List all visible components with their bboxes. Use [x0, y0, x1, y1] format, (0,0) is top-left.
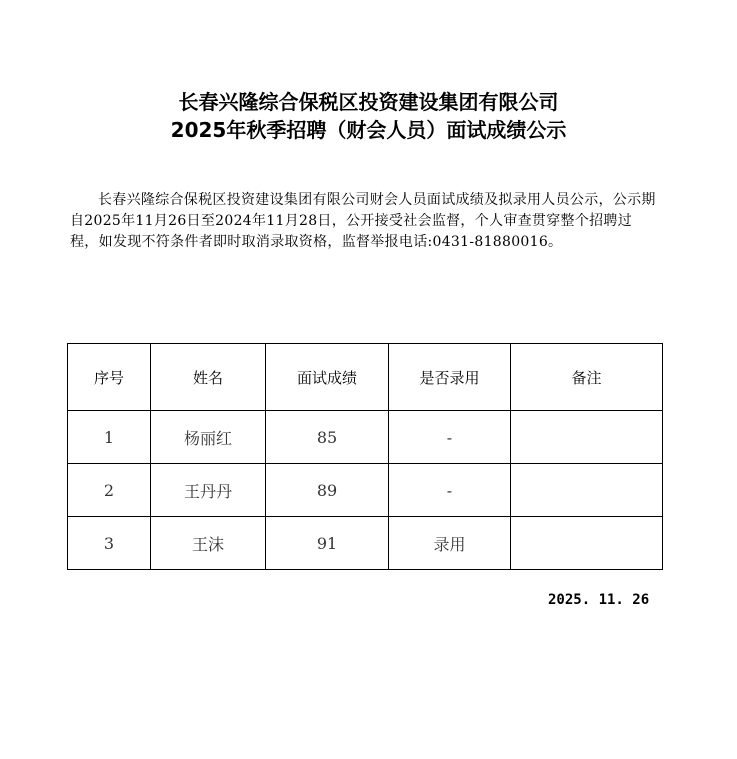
- header-serial-number: 序号: [68, 344, 151, 411]
- header-hired-status: 是否录用: [389, 344, 511, 411]
- cell-interview-score: 91: [266, 517, 389, 570]
- cell-name: 王丹丹: [151, 464, 266, 517]
- cell-serial-number: 2: [68, 464, 151, 517]
- table-header-row: [68, 344, 663, 411]
- cell-serial-number: 1: [68, 411, 151, 464]
- table-row: [68, 517, 663, 570]
- cell-remarks: [511, 464, 663, 517]
- cell-serial-number: 3: [68, 517, 151, 570]
- cell-remarks: [511, 517, 663, 570]
- notice-paragraph: 长春兴隆综合保税区投资建设集团有限公司财会人员面试成绩及拟录用人员公示，公示期自2025年11月26日至2024年11月28日，公开接受社会监督，个人审查贯穿整个招聘过程，如发现不符条件者即时取消录取资格，监督举报电话:0431-81880016。: [70, 192, 656, 250]
- cell-hired-status: 录用: [389, 517, 511, 570]
- cell-interview-score: 85: [266, 411, 389, 464]
- cell-name: 王沫: [151, 517, 266, 570]
- cell-hired-status: -: [389, 464, 511, 517]
- document-title-line-1: 长春兴隆综合保税区投资建设集团有限公司: [178, 90, 559, 114]
- cell-name: 杨丽红: [151, 411, 266, 464]
- table-row: [68, 464, 663, 517]
- header-remarks: 备注: [511, 344, 663, 411]
- header-name: 姓名: [151, 344, 266, 411]
- table-row: [68, 411, 663, 464]
- document-title-line-2: 2025年秋季招聘（财会人员）面试成绩公示: [170, 118, 567, 142]
- publication-date: 2025. 11. 26: [548, 592, 650, 608]
- results-table: [67, 343, 663, 570]
- cell-hired-status: -: [389, 411, 511, 464]
- header-interview-score: 面试成绩: [266, 344, 389, 411]
- cell-remarks: [511, 411, 663, 464]
- cell-interview-score: 89: [266, 464, 389, 517]
